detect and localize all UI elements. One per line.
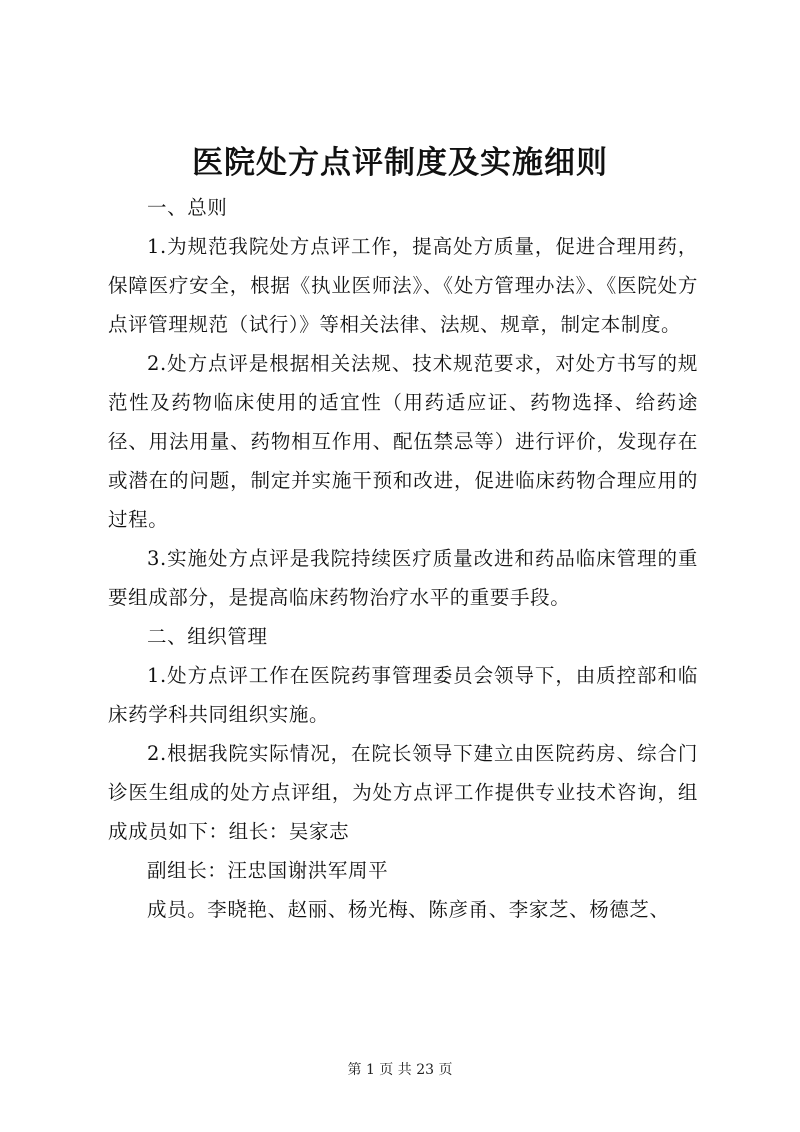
paragraph-general-1: 1.为规范我院处方点评工作，提高处方质量，促进合理用药，保障医疗安全，根据《执业医师法》、《处方管理办法》、《医院处方点评管理规范（试行）》等相关法律、法规、规章，制定本制度。 [108,235,698,336]
paragraph-organization-2: 2.根据我院实际情况，在院长领导下建立由医院药房、综合门诊医生组成的处方点评组，为处方点评工作提供专业技术咨询，组成成员如下：组长：吴家志 [108,742,698,843]
page-footer: 第 1 页 共 23 页 [347,1062,453,1078]
document-title: 医院处方点评制度及实施细则 [192,145,608,181]
paragraph-organization-1: 1.处方点评工作在医院药事管理委员会领导下，由质控部和临床药学科共同组织实施。 [108,664,698,726]
document-body [108,188,698,929]
paragraph-vice-leaders: 副组长：汪忠国谢洪军周平 [147,859,389,882]
section-heading-general: 一、总则 [147,196,228,219]
paragraph-members: 成员。李晓艳、赵丽、杨光梅、陈彦甬、李家芝、杨德芝、 [147,898,670,921]
section-heading-organization: 二、组织管理 [147,625,268,648]
paragraph-general-3: 3.实施处方点评是我院持续医疗质量改进和药品临床管理的重要组成部分，是提高临床药物治疗水平的重要手段。 [108,547,698,609]
paragraph-general-2: 2.处方点评是根据相关法规、技术规范要求，对处方书写的规范性及药物临床使用的适宜性（用药适应证、药物选择、给药途径、用法用量、药物相互作用、配伍禁忌等）进行评价，发现存在或潜在的问题，制定并实施干预和改进，促进临床药物合理应用的过程。 [108,352,698,531]
